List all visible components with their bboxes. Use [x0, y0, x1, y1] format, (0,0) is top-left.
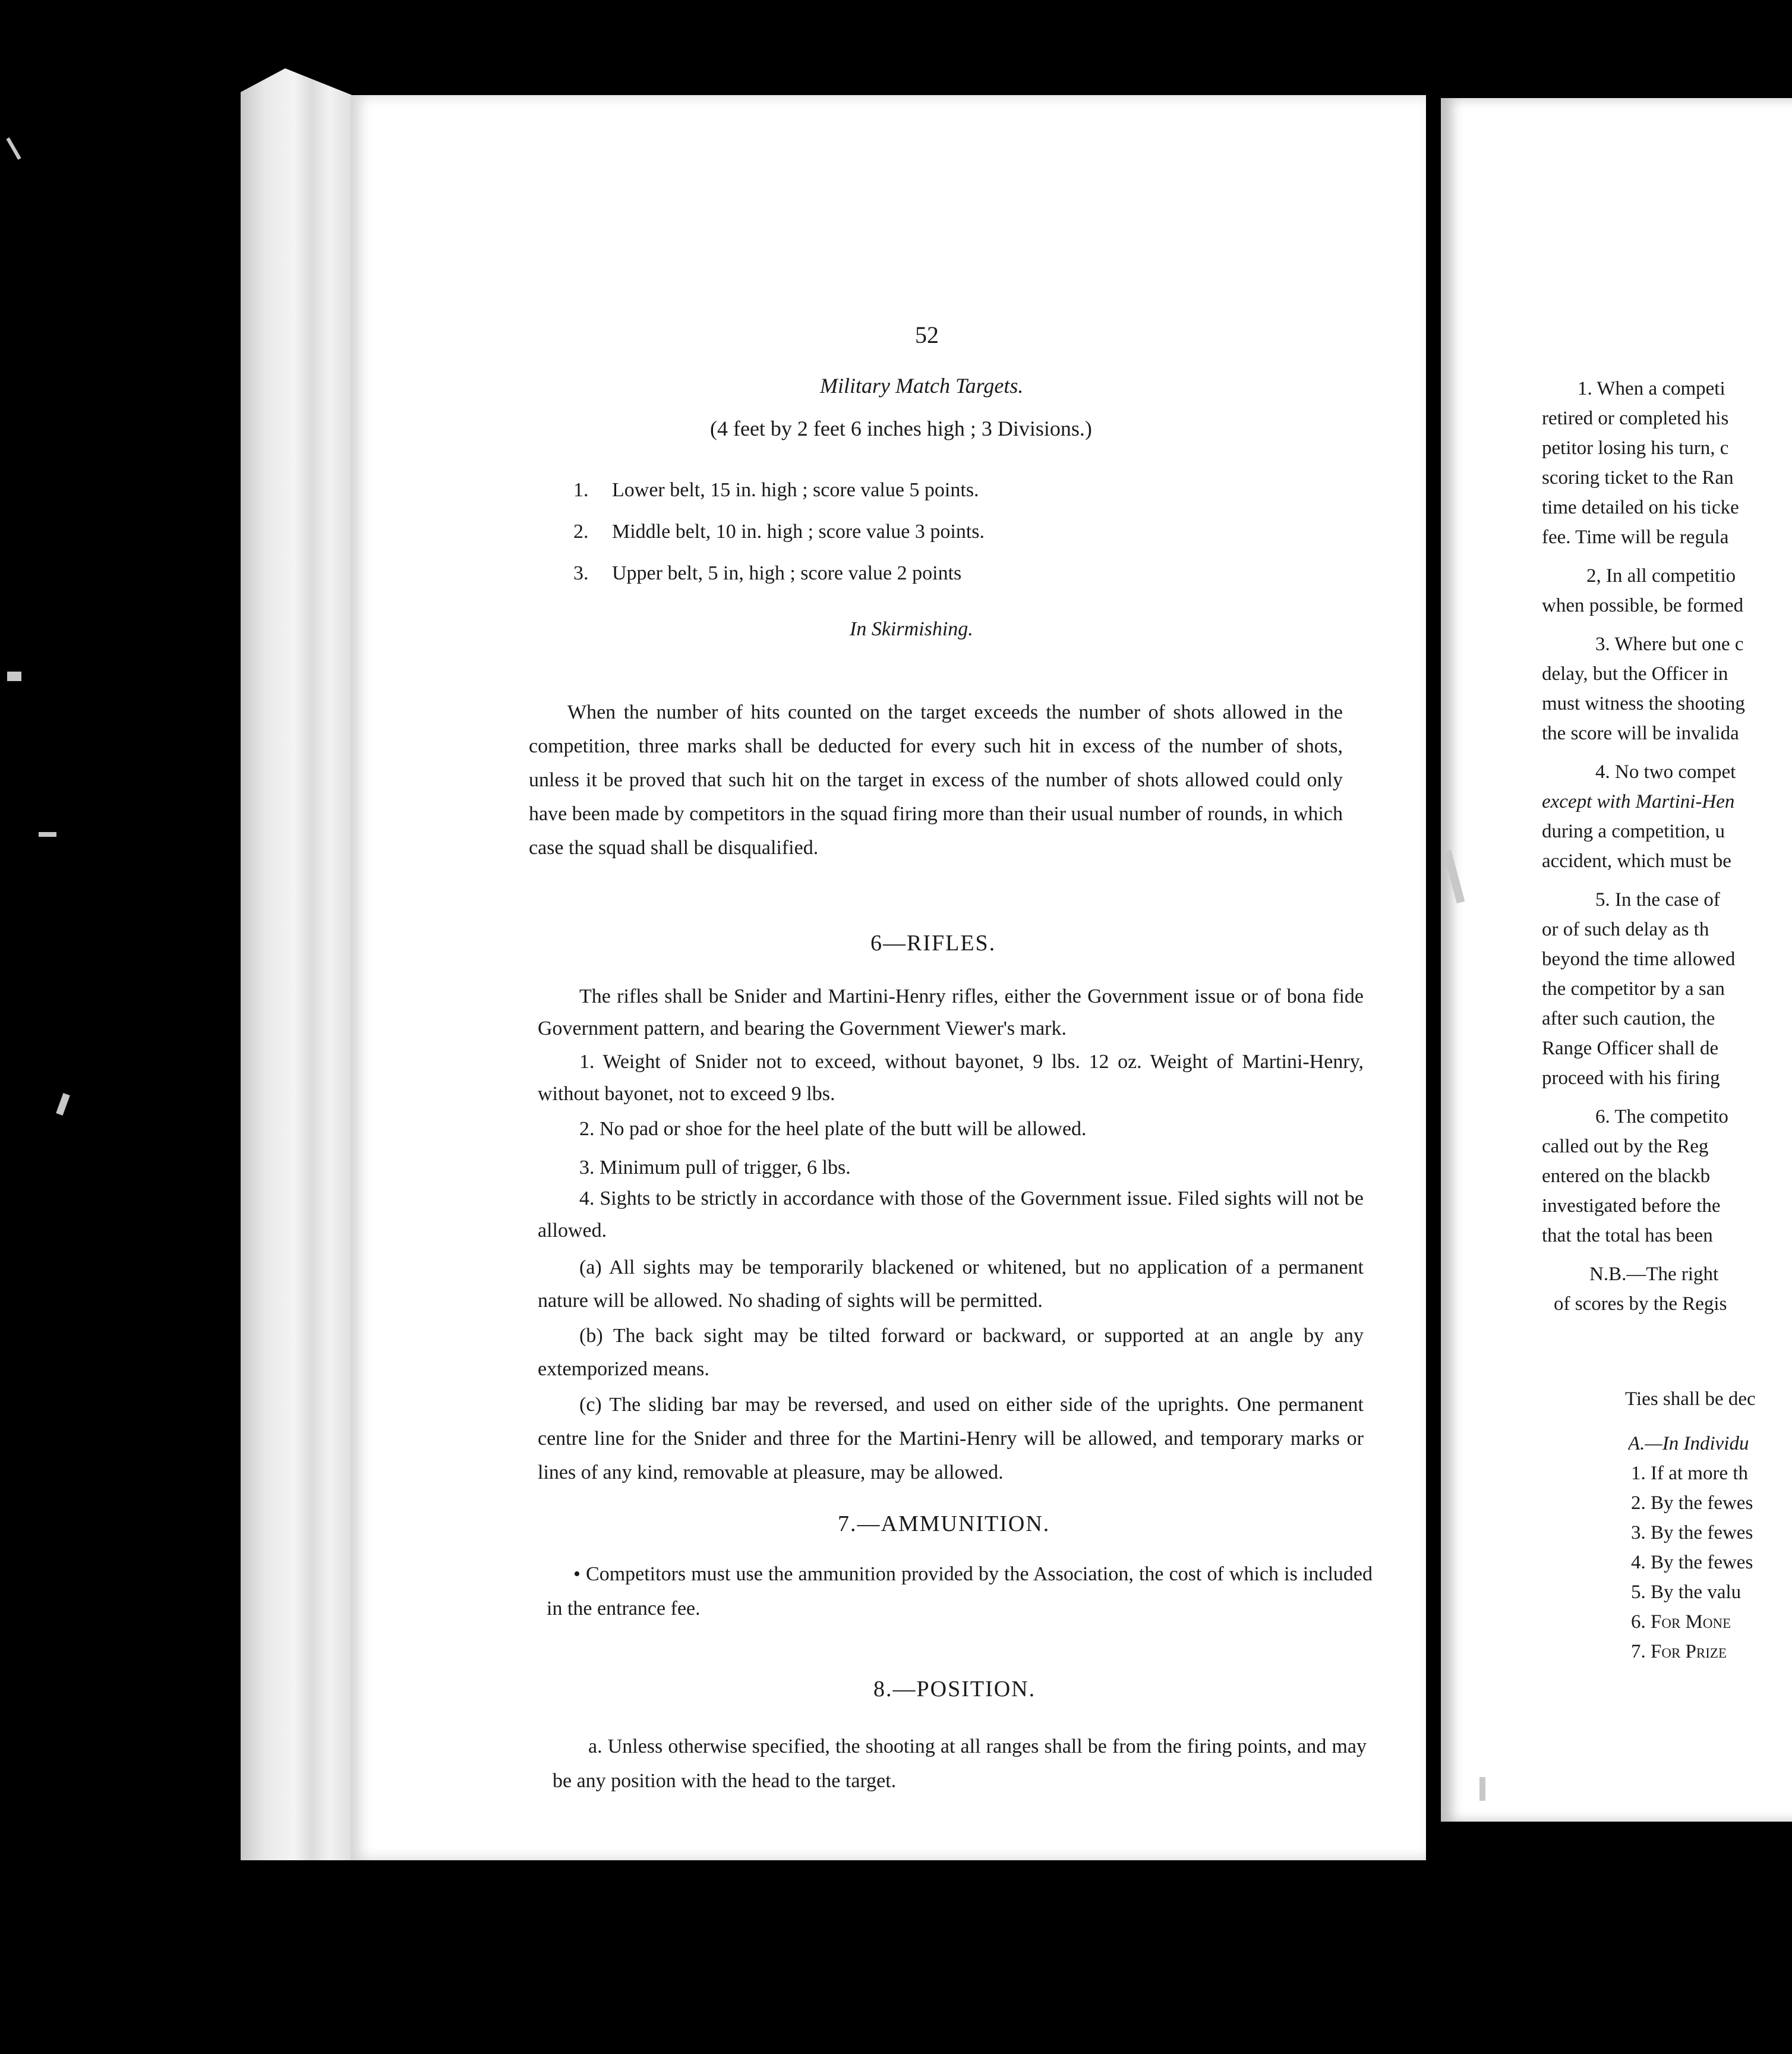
- right-line-1: 1. When a competi: [1578, 378, 1725, 399]
- right-line-38: 6. For Mone: [1631, 1611, 1731, 1633]
- right-line-2: retired or completed his: [1542, 408, 1729, 429]
- right-line-18: or of such delay as th: [1542, 919, 1709, 940]
- rifles-item-2: 2. No pad or shoe for the heel plate of the butt will be allowed.: [579, 1118, 1087, 1140]
- right-line-27: investigated before the: [1542, 1195, 1721, 1217]
- right-line-24: 6. The competito: [1595, 1106, 1728, 1127]
- right-line-15: during a competition, u: [1542, 821, 1725, 842]
- right-line-35: 3. By the fewes: [1631, 1522, 1753, 1543]
- rifles-intro: The rifles shall be Snider and Martini-Henry rifles, either the Government issue or of bona fide Government pattern, and bearing the Government Viewer's mark.: [538, 985, 1364, 1039]
- belt-2-text: Middle belt, 10 in. high ; score value 3 points.: [612, 521, 985, 543]
- right-line-21: after such caution, the: [1542, 1008, 1715, 1029]
- right-page: [1441, 98, 1792, 1822]
- rifles-item-a: (a) All sights may be temporarily blackened or whitened, but no application of a permanent nature will be allowed. No shading of sights will be permitted.: [538, 1256, 1364, 1312]
- right-line-6: fee. Time will be regula: [1542, 527, 1729, 548]
- position-paragraph: a. Unless otherwise specified, the shooting at all ranges shall be from the firing points, and may be any position with the head to the target.: [553, 1735, 1367, 1792]
- page-number: 52: [915, 322, 939, 348]
- belt-1-text: Lower belt, 15 in. high ; score value 5 points.: [612, 479, 979, 501]
- left-page: [351, 95, 1426, 1860]
- right-line-8: when possible, be formed: [1542, 595, 1744, 616]
- right-line-13: 4. No two compet: [1595, 761, 1736, 783]
- right-line-5: time detailed on his ticke: [1542, 497, 1739, 518]
- right-line-3: petitor losing his turn, c: [1542, 437, 1729, 459]
- book-page-edges: [241, 68, 359, 1860]
- scan-speck: [1479, 1777, 1485, 1801]
- right-line-4: scoring ticket to the Ran: [1542, 467, 1734, 489]
- belt-3-number: 3.: [573, 562, 589, 584]
- belt-1-number: 1.: [573, 479, 589, 501]
- rifles-item-3: 3. Minimum pull of trigger, 6 lbs.: [579, 1157, 851, 1179]
- scan-speck: [7, 672, 21, 681]
- right-line-26: entered on the blackb: [1542, 1165, 1711, 1187]
- ammunition-paragraph: • Competitors must use the ammunition provided by the Association, the cost of which is included in the entrance fee.: [547, 1563, 1373, 1620]
- right-line-12: the score will be invalida: [1542, 723, 1739, 744]
- scan-speck: [56, 1093, 70, 1116]
- skirmish-heading: In Skirmishing.: [850, 618, 973, 640]
- right-line-39: 7. For Prize: [1631, 1641, 1727, 1662]
- right-line-22: Range Officer shall de: [1542, 1038, 1719, 1059]
- right-line-37: 5. By the valu: [1631, 1582, 1741, 1603]
- right-line-11: must witness the shooting: [1542, 693, 1745, 714]
- right-line-31: Ties shall be dec: [1625, 1388, 1756, 1410]
- right-line-19: beyond the time allowed: [1542, 949, 1736, 970]
- rifles-heading: 6—RIFLES.: [870, 931, 996, 956]
- right-line-30: of scores by the Regis: [1554, 1293, 1727, 1315]
- rifles-item-4: 4. Sights to be strictly in accordance with those of the Government issue. Filed sights will not be allowed.: [538, 1187, 1364, 1242]
- scan-speck: [6, 137, 21, 160]
- section-subtitle: (4 feet by 2 feet 6 inches high ; 3 Divisions.): [710, 417, 1092, 440]
- belt-3-text: Upper belt, 5 in, high ; score value 2 points: [612, 562, 962, 584]
- skirmish-paragraph: When the number of hits counted on the target exceeds the number of shots allowed in the competition, three marks shall be deducted for every such hit in excess of the number of shots, unless it be proved that such hit on the target in excess of the number of shots allowed could only have been made by competitors in the squad firing more than their usual number of rounds, in which case the squad shall be disqualified.: [529, 701, 1343, 859]
- right-line-28: that the total has been: [1542, 1225, 1713, 1246]
- right-line-16: accident, which must be: [1542, 850, 1731, 872]
- right-line-9: 3. Where but one c: [1595, 634, 1744, 655]
- rifles-item-1: 1. Weight of Snider not to exceed, without bayonet, 9 lbs. 12 oz. Weight of Martini-Henry, without bayonet, not to exceed 9 lbs.: [538, 1051, 1364, 1105]
- right-line-20: the competitor by a san: [1542, 978, 1725, 1000]
- position-heading: 8.—POSITION.: [873, 1677, 1036, 1702]
- right-line-7: 2, In all competitio: [1586, 565, 1736, 587]
- right-line-33: 1. If at more th: [1631, 1463, 1749, 1484]
- right-line-25: called out by the Reg: [1542, 1136, 1709, 1157]
- belt-2-number: 2.: [573, 521, 589, 543]
- right-line-32: A.—In Individu: [1628, 1433, 1749, 1454]
- rifles-item-c: (c) The sliding bar may be reversed, and used on either side of the uprights. One permanent centre line for the Snider and three for the Martini-Henry will be allowed, and temporary marks or lines of any kind, removable at pleasure, may be allowed.: [538, 1394, 1364, 1483]
- right-line-10: delay, but the Officer in: [1542, 663, 1728, 685]
- ammunition-heading: 7.—AMMUNITION.: [838, 1511, 1050, 1536]
- right-line-14: except with Martini-Hen: [1542, 791, 1735, 812]
- right-line-36: 4. By the fewes: [1631, 1552, 1753, 1573]
- section-title: Military Match Targets.: [820, 374, 1024, 398]
- right-line-23: proceed with his firing: [1542, 1067, 1720, 1089]
- right-line-29: N.B.—The right: [1589, 1264, 1719, 1285]
- scan-speck: [39, 832, 56, 837]
- rifles-item-b: (b) The back sight may be tilted forward or backward, or supported at an angle by any extemporized means.: [538, 1325, 1364, 1380]
- right-line-34: 2. By the fewes: [1631, 1492, 1753, 1514]
- right-line-17: 5. In the case of: [1595, 889, 1720, 911]
